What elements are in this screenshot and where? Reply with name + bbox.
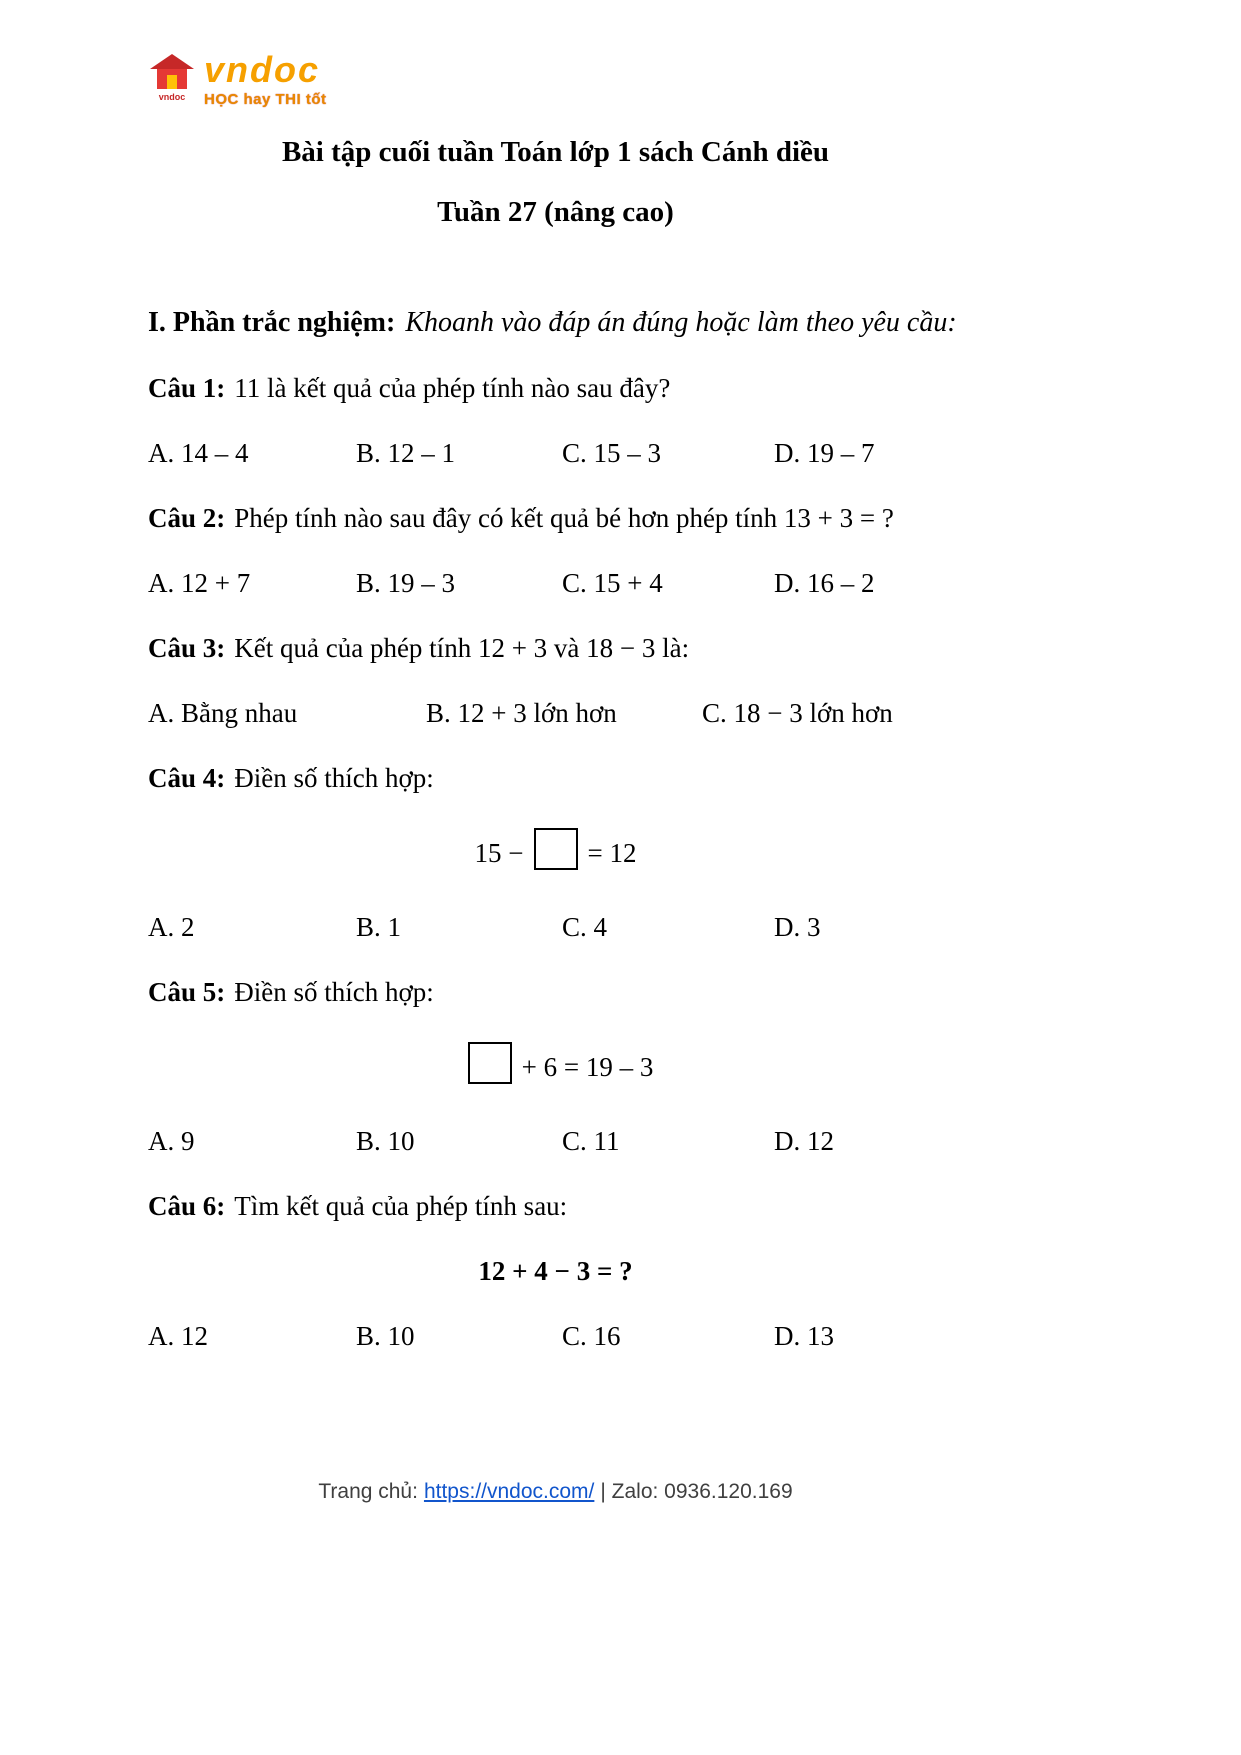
equation-right: + 6 = 19 – 3 xyxy=(521,1051,654,1082)
footer-prefix: Trang chủ: xyxy=(318,1480,418,1503)
question-6-options xyxy=(148,1321,1111,1352)
option-a: A. 9 xyxy=(148,1126,195,1156)
option-d: D. 13 xyxy=(774,1321,834,1351)
question-1-text: 11 là kết quả của phép tính nào sau đây? xyxy=(234,373,671,403)
option-b: B. 1 xyxy=(356,912,402,942)
section-instruction: Khoanh vào đáp án đúng hoặc làm theo yêu cầu: xyxy=(405,307,957,338)
question-4-label: Câu 4: xyxy=(148,763,226,793)
section-label: I. Phần trắc nghiệm: xyxy=(148,307,396,338)
question-3-text: Kết quả của phép tính 12 + 3 và 18 − 3 là: xyxy=(234,633,690,663)
option-a: A. 12 + 7 xyxy=(148,568,251,598)
blank-box xyxy=(468,1042,512,1084)
question-5-options xyxy=(148,1126,1111,1157)
option-b: B. 12 – 1 xyxy=(356,438,456,468)
equation-left: 15 − xyxy=(474,837,524,868)
question-6-text: Tìm kết quả của phép tính sau: xyxy=(234,1191,568,1221)
question-4-heading xyxy=(148,763,1111,794)
section-heading xyxy=(148,307,1111,339)
option-b: B. 10 xyxy=(356,1321,415,1351)
option-c: C. 11 xyxy=(562,1126,620,1156)
option-a: A. 14 – 4 xyxy=(148,438,249,468)
option-c: C. 18 − 3 lớn hơn xyxy=(702,698,893,728)
homepage-link[interactable]: https://vndoc.com/ xyxy=(423,1480,595,1503)
question-3-heading xyxy=(148,633,1111,664)
question-5-heading xyxy=(148,977,1111,1008)
question-6-heading xyxy=(148,1191,1111,1222)
question-1-label: Câu 1: xyxy=(148,373,226,403)
question-4-options xyxy=(148,912,1111,943)
question-2-text: Phép tính nào sau đây có kết quả bé hơn phép tính 13 + 3 = ? xyxy=(234,503,894,533)
option-c: C. 15 – 3 xyxy=(562,438,662,468)
question-4-equation xyxy=(148,828,963,878)
question-3-options xyxy=(148,698,1111,729)
blank-box xyxy=(534,828,578,870)
question-6-label: Câu 6: xyxy=(148,1191,226,1221)
option-b: B. 10 xyxy=(356,1126,415,1156)
question-2-label: Câu 2: xyxy=(148,503,226,533)
document-title: Bài tập cuối tuần Toán lớp 1 sách Cánh diều xyxy=(281,136,830,168)
vndoc-logo xyxy=(148,49,1111,118)
option-b: B. 19 – 3 xyxy=(356,568,456,598)
option-a: A. 12 xyxy=(148,1321,208,1351)
option-d: D. 3 xyxy=(774,912,821,942)
option-c: C. 16 xyxy=(562,1321,621,1351)
question-3-label: Câu 3: xyxy=(148,633,226,663)
question-5-equation xyxy=(148,1042,963,1092)
option-b: B. 12 + 3 lớn hơn xyxy=(426,698,617,728)
document-subtitle: Tuần 27 (nâng cao) xyxy=(437,196,674,228)
brand-tagline: HỌC hay THI tốt xyxy=(204,91,327,108)
footer-zalo: | Zalo: 0936.120.169 xyxy=(600,1480,793,1503)
vndoc-logo-icon xyxy=(148,52,196,107)
option-c: C. 15 + 4 xyxy=(562,568,663,598)
question-6-equation: 12 + 4 − 3 = ? xyxy=(478,1256,633,1286)
option-d: D. 16 – 2 xyxy=(774,568,875,598)
page-footer xyxy=(148,1480,963,1504)
vndoc-logo-text xyxy=(204,49,327,108)
question-1-heading xyxy=(148,373,1111,404)
option-d: D. 19 – 7 xyxy=(774,438,875,468)
option-c: C. 4 xyxy=(562,912,608,942)
option-a: A. Bằng nhau xyxy=(148,698,298,728)
question-1-options xyxy=(148,438,1111,469)
question-2-heading xyxy=(148,503,1111,534)
equation-right: = 12 xyxy=(587,837,637,868)
question-5-text: Điền số thích hợp: xyxy=(234,977,434,1007)
question-4-text: Điền số thích hợp: xyxy=(234,763,434,793)
option-a: A. 2 xyxy=(148,912,195,942)
option-d: D. 12 xyxy=(774,1126,834,1156)
question-5-label: Câu 5: xyxy=(148,977,226,1007)
brand-name: vndoc xyxy=(204,49,321,90)
question-2-options xyxy=(148,568,1111,599)
svg-text:vndoc: vndoc xyxy=(158,92,186,102)
